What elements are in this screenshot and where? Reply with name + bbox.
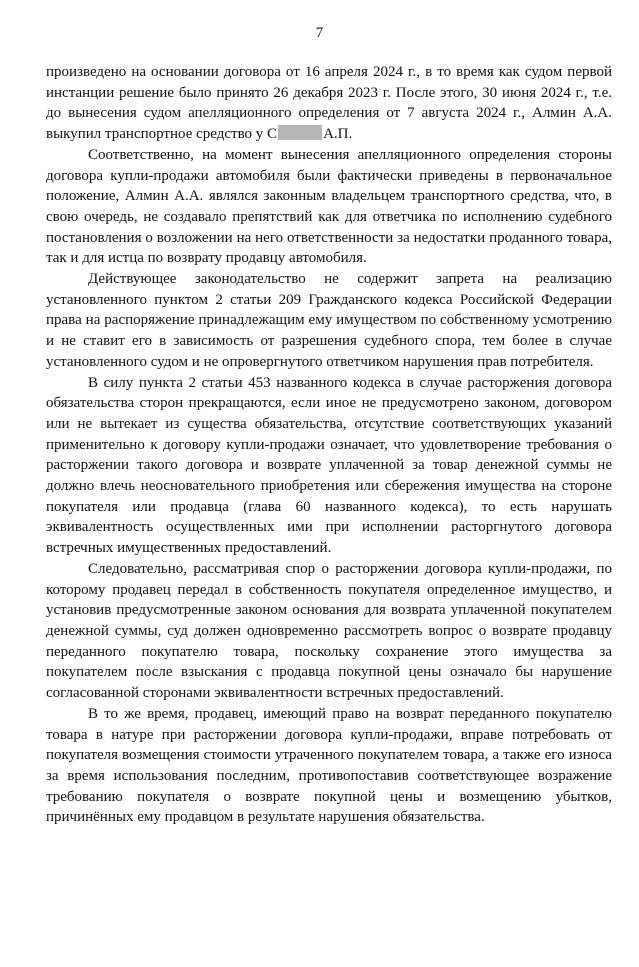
paragraph-1: [46, 62, 612, 145]
page-number: 7: [315, 25, 324, 41]
paragraph-2: Соответственно, на момент вынесения апелляционного определения стороны договора купли-продажи автомобиля были фактически приведены в первоначальное положение, Алмин А.А. являлся законным владельцем транспортного средства, что, в свою очередь, не создавало препятствий как для ответчика по исполнению судебного постановления о возложении на него ответственности за недостатки проданного товара, так и для истца по возврату продавцу автомобиля.: [46, 146, 612, 267]
redacted-name-block: [278, 125, 322, 140]
paragraph-3: Действующее законодательство не содержит запрета на реализацию установленного пунктом 2 статьи 209 Гражданского кодекса Российской Федерации права на распоряжение принадлежащим ему имуществом по собственному усмотрению и не ставит его в зависимость от разрешения судебного спора, тем более в случае установленного судом и не опровергнутого ответчиком нарушения прав потребителя.: [46, 271, 612, 370]
paragraph-4: В силу пункта 2 статьи 453 названного кодекса в случае расторжения договора обязательства сторон прекращаются, если иное не предусмотрено законом, договором или не вытекает из существа обязательства, отсутствие соответствующих указаний применительно к договору купли-продажи означает, что удовлетворение требования о расторжении такого договора и возврате уплаченной за товар денежной суммы не должно влечь неосновательного приобретения или сбережения имущества на стороне покупателя или продавца (глава 60 названного кодекса), то есть нарушать эквивалентность осуществленных ими при исполнении расторгнутого договора встречных имущественных предоставлений.: [46, 374, 612, 557]
paragraph-5: Следовательно, рассматривая спор о расторжении договора купли-продажи, по которому продавец передал в собственность покупателя определенное имущество, и установив предусмотренные законом основания для возврата уплаченной покупателем денежной суммы, суд должен одновременно рассмотреть вопрос о возврате продавцу переданного покупателю товара, поскольку сохранение этого имущества за покупателем после взыскания с продавца покупной цены означало бы нарушение согласованной сторонами эквивалентности встречных предоставлений.: [46, 560, 612, 702]
document-body: [46, 62, 612, 828]
paragraph-1-text: произведено на основании договора от 16 апреля 2024 г., в то время как судом первой инстанции решение было принято 26 декабря 2023 г. После этого, 30 июня 2024 г., т.е. до вынесения судом апелляционного определения от 7 августа 2024 г., Алмин А.А. выкупил транспортное средство у С: [46, 64, 612, 143]
paragraph-6: В то же время, продавец, имеющий право на возврат переданного покупателю товара в натуре при расторжении договора купли-продажи, вправе потребовать от покупателя возмещения стоимости утраченного покупателем товара, а также его износа за время использования последним, противопоставив соответствующее возражение требованию покупателя о возврате покупной цены и возмещению убытков, причинённых ему продавцом в результате нарушения обязательства.: [46, 705, 612, 826]
paragraph-1-initials: А.П.: [323, 126, 353, 143]
